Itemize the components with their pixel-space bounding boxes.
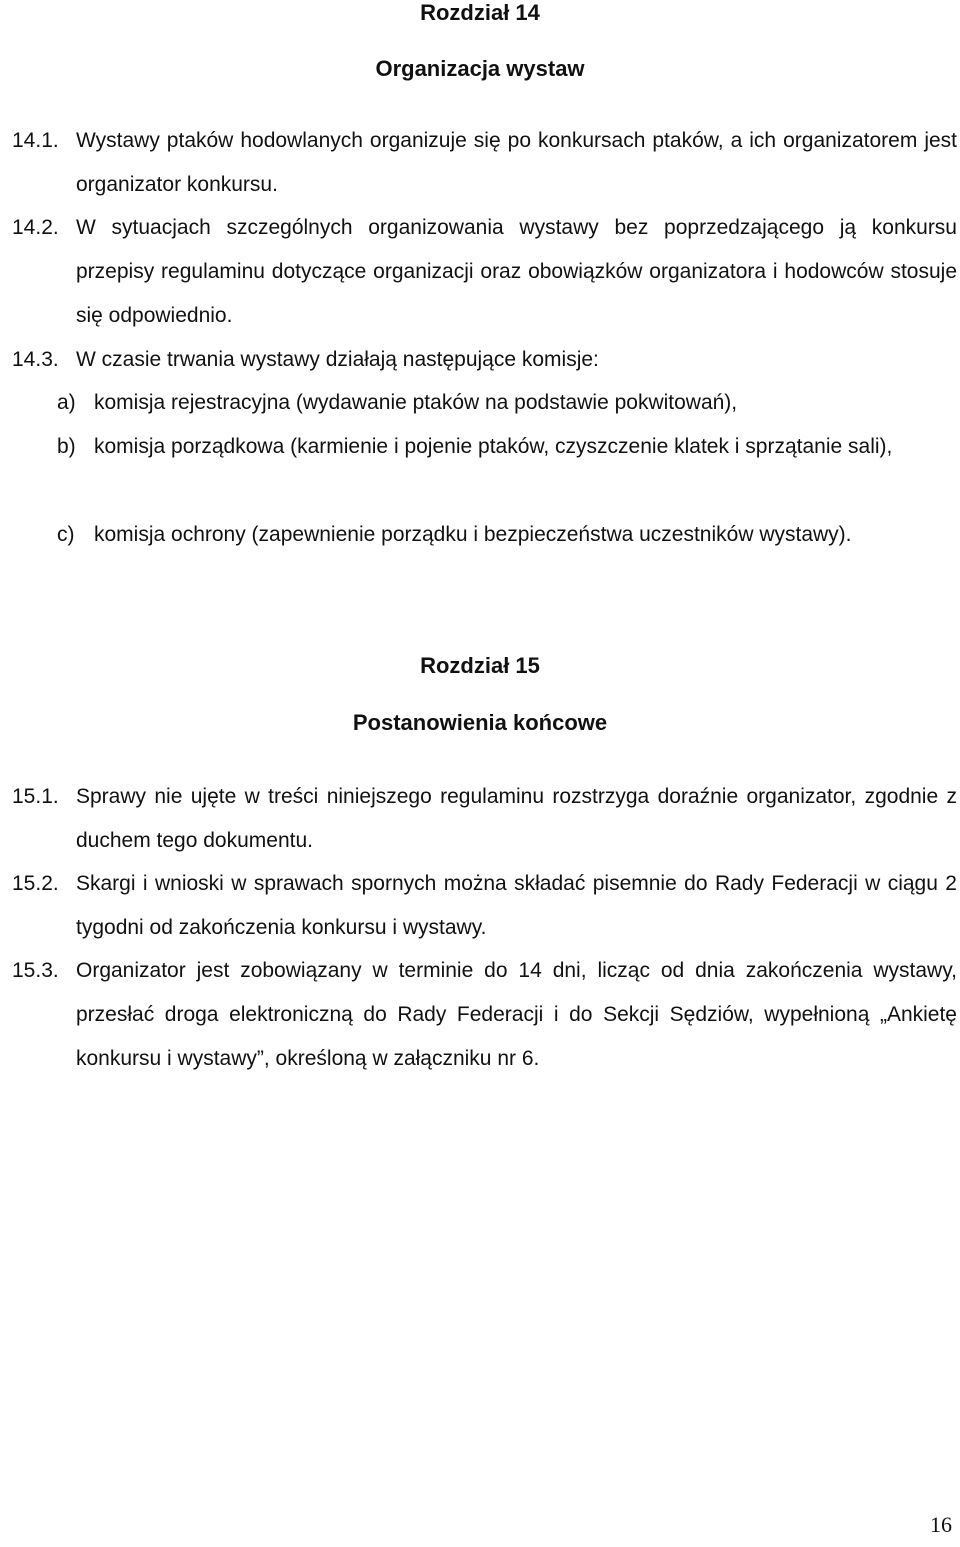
list-item-text: komisja ochrony (zapewnienie porządku i bezpieczeństwa uczestników wystawy). — [94, 523, 852, 546]
list-item-label: b) — [57, 435, 76, 458]
paragraph-number: 15.1. — [12, 785, 59, 808]
paragraph-15-1 — [12, 775, 957, 863]
paragraph-number: 15.2. — [12, 872, 59, 895]
chapter-14-title: Rozdział 14 — [420, 0, 540, 25]
paragraph-text: Skargi i wnioski w sprawach spornych można składać pisemnie do Rady Federacji w ciągu 2 tygodni od zakończenia konkursu i wystawy. — [76, 872, 957, 939]
page-number: 16 — [930, 1512, 952, 1537]
paragraph-number: 14.3. — [12, 348, 59, 371]
list-item-a — [57, 381, 955, 425]
paragraph-text: W czasie trwania wystawy działają następujące komisje: — [76, 348, 599, 371]
list-item-text: komisja porządkowa (karmienie i pojenie ptaków, czyszczenie klatek i sprzątanie sali), — [94, 435, 893, 458]
list-item-b — [57, 425, 955, 469]
chapter-15-title: Rozdział 15 — [420, 653, 540, 678]
list-item-c — [57, 513, 955, 557]
paragraph-text: Wystawy ptaków hodowlanych organizuje się po konkursach ptaków, a ich organizatorem jest organizator konkursu. — [76, 129, 957, 196]
list-item-label: a) — [57, 391, 76, 414]
paragraph-14-3 — [12, 338, 957, 382]
paragraph-number: 15.3. — [12, 959, 59, 982]
chapter-14-subtitle: Organizacja wystaw — [375, 56, 585, 81]
list-item-label: c) — [57, 523, 75, 546]
paragraph-14-2 — [12, 206, 957, 338]
paragraph-15-3 — [12, 949, 957, 1081]
chapter-15-subtitle: Postanowienia końcowe — [352, 710, 608, 735]
paragraph-text: Sprawy nie ujęte w treści niniejszego regulaminu rozstrzyga doraźnie organizator, zgodnie z duchem tego dokumentu. — [76, 785, 957, 852]
paragraph-number: 14.2. — [12, 216, 59, 239]
paragraph-14-1 — [12, 119, 957, 207]
paragraph-text: Organizator jest zobowiązany w terminie do 14 dni, licząc od dnia zakończenia wystawy, przesłać droga elektroniczną do Rady Federacji i do Sekcji Sędziów, wypełnioną „Ankietę konkursu i wystawy”, określoną w załączniku nr 6. — [76, 959, 957, 1070]
paragraph-15-2 — [12, 862, 957, 950]
paragraph-number: 14.1. — [12, 129, 59, 152]
paragraph-text: W sytuacjach szczególnych organizowania wystawy bez poprzedzającego ją konkursu przepisy regulaminu dotyczące organizacji oraz obowiązków organizatora i hodowców stosuje się odpowiednio. — [76, 216, 957, 327]
list-item-text: komisja rejestracyjna (wydawanie ptaków na podstawie pokwitowań), — [94, 391, 738, 414]
